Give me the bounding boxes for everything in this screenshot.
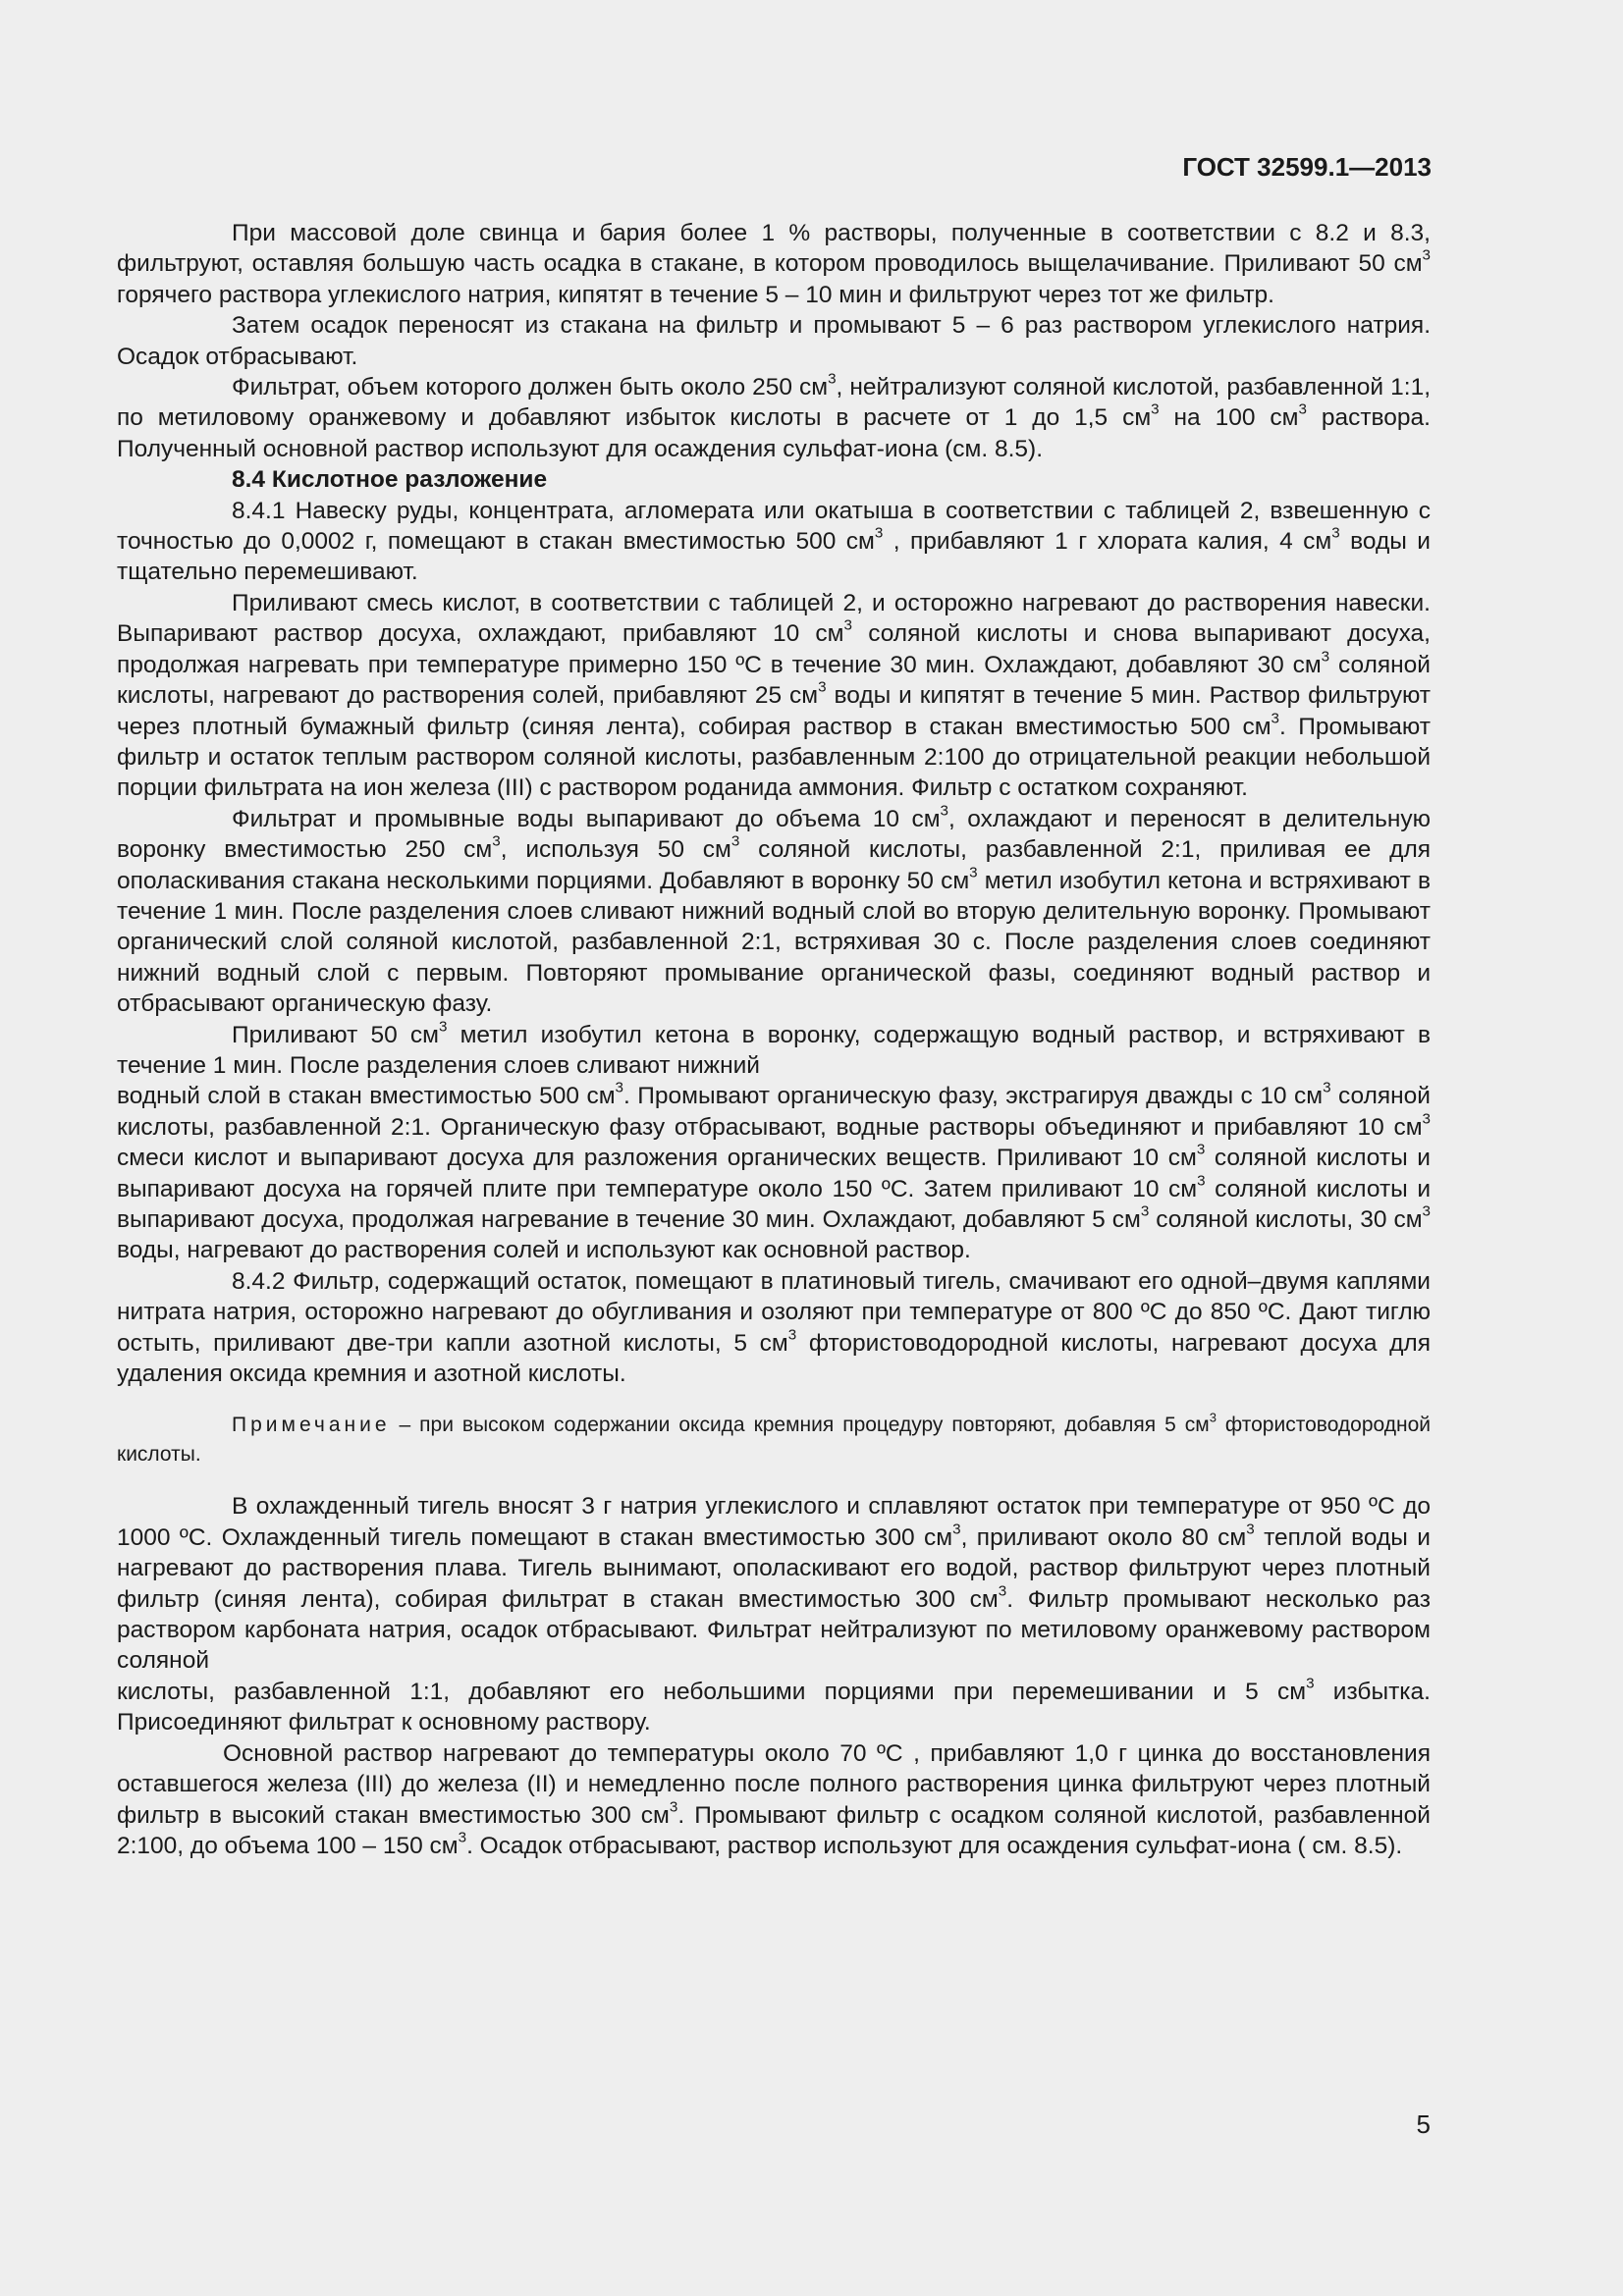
paragraph-filtrate-neutralization: Фильтрат, объем которого должен быть около 250 $см^3$, нейтрализуют соляной кислотой, разбавленной 1:1, по метиловому оранжевому и добавляют избыток кислоты в расчете от 1 до 1,5 $см^3$ на 100 $см^3$ раствора. Полученный основной раствор используют для осаждения сульфат-иона (см. 8.5). xyxy=(117,370,1431,462)
document-body xyxy=(117,218,1431,1861)
paragraph-acid-mixture: Приливают смесь кислот, в соответствии с таблицей 2, и осторожно нагревают до растворения навески. Выпаривают раствор досуха, охлаждают, прибавляют 10 $см^3$ соляной кислоты и снова выпаривают досуха, продолжая нагревать при температуре примерно 150 ºС в течение 30 мин. Охлаждают, добавляют 30 $см^3$ соляной кислоты, нагревают до растворения солей, прибавляют 25 $см^3$ воды и кипятят в течение 5 мин. Раствор фильтруют через плотный бумажный фильтр (синяя лента), собирая раствор в стакан вместимостью 500 $см^3$. Промывают фильтр и остаток теплым раствором соляной кислоты, разбавленным 2:100 до отрицательной реакции небольшой порции фильтрата на ион железа (III) с раствором роданида аммония. Фильтр с остатком сохраняют. xyxy=(117,589,1431,802)
page-number: 5 xyxy=(1416,2109,1431,2139)
section-heading-8-4: 8.4 Кислотное разложение xyxy=(232,466,548,494)
paragraph-lead-barium: При массовой доле свинца и бария более 1 % растворы, полученные в соответствии с 8.2 и 8.3, фильтруют, оставляя большую часть осадка в стакане, в котором проводилось выщелачивание. Приливают 50 $см^3$ горячего раствора углекислого натрия, кипятят в течение 5 – 10 мин и фильтруют через тот же фильтр. xyxy=(117,220,1431,308)
note-label: Примечание xyxy=(232,1414,391,1437)
paragraph-aqueous-layer: водный слой в стакан вместимостью 500 $см^3$. Промывают органическую фазу, экстрагируя дважды с 10 $см^3$ соляной кислоты, разбавленной 2:1. Органическую фазу отбрасывают, водные растворы объединяют и прибавляют 10 $см^3$ смеси кислот и выпаривают досуха для разложения органических веществ. Приливают 10 $см^3$ соляной кислоты и выпаривают досуха на горячей плите при температуре около 150 ºС. Затем приливают 10 $см^3$ соляной кислоты и выпаривают досуха, продолжая нагревание в течение 30 мин. Охлаждают, добавляют 5 $см^3$ соляной кислоты, 30 $см^3$ воды, нагревают до растворения солей и используют как основной раствор. xyxy=(117,1079,1432,1264)
paragraph-zinc-reduction: Основной раствор нагревают до температуры около 70 ºС , прибавляют 1,0 г цинка до восстановления оставшегося железа (III) до железа (II) и немедленно после полного растворения цинка фильтруют через плотный фильтр в высокий стакан вместимостью 300 $см^3$. Промывают фильтр с осадком соляной кислотой, разбавленной 2:100, до объема 100 – 150 $см^3$. Осадок отбрасывают, раствор используют для осаждения сульфат-иона ( см. 8.5). xyxy=(117,1739,1431,1859)
document-code-header: ГОСТ 32599.1—2013 xyxy=(1182,152,1432,182)
paragraph-8-4-2: 8.4.2 Фильтр, содержащий остаток, помещают в платиновый тигель, смачивают его одной–двумя каплями нитрата натрия, осторожно нагревают до обугливания и озоляют при температуре от 800 ºС до 850 ºС. Дают тиглю остыть, приливают две-три капли азотной кислоты, 5 $см^3$ фтористоводородной кислоты, нагревают досуха для удаления оксида кремния и азотной кислоты. xyxy=(117,1267,1431,1388)
paragraph-fusion-continued: кислоты, разбавленной 1:1, добавляют его небольшими порциями при перемешивании и 5 $см^3$ избытка. Присоединяют фильтрат к основному раствору. xyxy=(117,1675,1431,1736)
note xyxy=(117,1411,1431,1469)
paragraph-fusion: В охлажденный тигель вносят 3 г натрия углекислого и сплавляют остаток при температуре от 950 ºС до 1000 ºС. Охлажденный тигель помещают в стакан вместимостью 300 $см^3$, приливают около 80 $см^3$ теплой воды и нагревают до растворения плава. Тигель вынимают, ополаскивают его водой, раствор фильтруют через плотный фильтр (синяя лента), собирая фильтрат в стакан вместимостью 300 $см^3$. Фильтр промывают несколько раз раствором карбоната натрия, осадок отбрасывают. Фильтрат нейтрализуют по метиловому оранжевому раствором соляной xyxy=(117,1493,1431,1675)
paragraph-8-4-1: 8.4.1 Навеску руды, концентрата, агломерата или окатыша в соответствии с таблицей 2, взвешенную с точностью до 0,0002 г, помещают в стакан вместимостью 500 $см^3$ , прибавляют 1 г хлората калия, 4 $см^3$ воды и тщательно перемешивают. xyxy=(117,497,1431,586)
paragraph-sediment-transfer: Затем осадок переносят из стакана на фильтр и промывают 5 – 6 раз раствором углекислого натрия. Осадок отбрасывают. xyxy=(117,312,1431,370)
paragraph-mibk-extraction: Приливают 50 $см^3$ метил изобутил кетона в воронку, содержащую водный раствор, и встряхивают в течение 1 мин. После разделения слоев сливают нижний xyxy=(117,1018,1431,1079)
note-text: – при высоком содержании оксида кремния процедуру повторяют, добавляя 5 $см^3$ фтористоводородной кислоты. xyxy=(117,1410,1432,1467)
paragraph-separatory-funnel: Фильтрат и промывные воды выпаривают до объема 10 $см^3$, охлаждают и переносят в делительную воронку вместимостью 250 $см^3$, используя 50 $см^3$ соляной кислоты, разбавленной 2:1, приливая ее для ополаскивания стакана несколькими порциями. Добавляют в воронку 50 $см^3$ метил изобутил кетона и встряхивают в течение 1 мин. После разделения слоев сливают нижний водный слой во вторую делительную воронку. Промывают органический слой соляной кислотой, разбавленной 2:1, встряхивая 30 с. После разделения слоев соединяют нижний водный слой с первым. Повторяют промывание органической фазы, соединяют водный раствор и отбрасывают органическую фазу. xyxy=(117,802,1432,1018)
